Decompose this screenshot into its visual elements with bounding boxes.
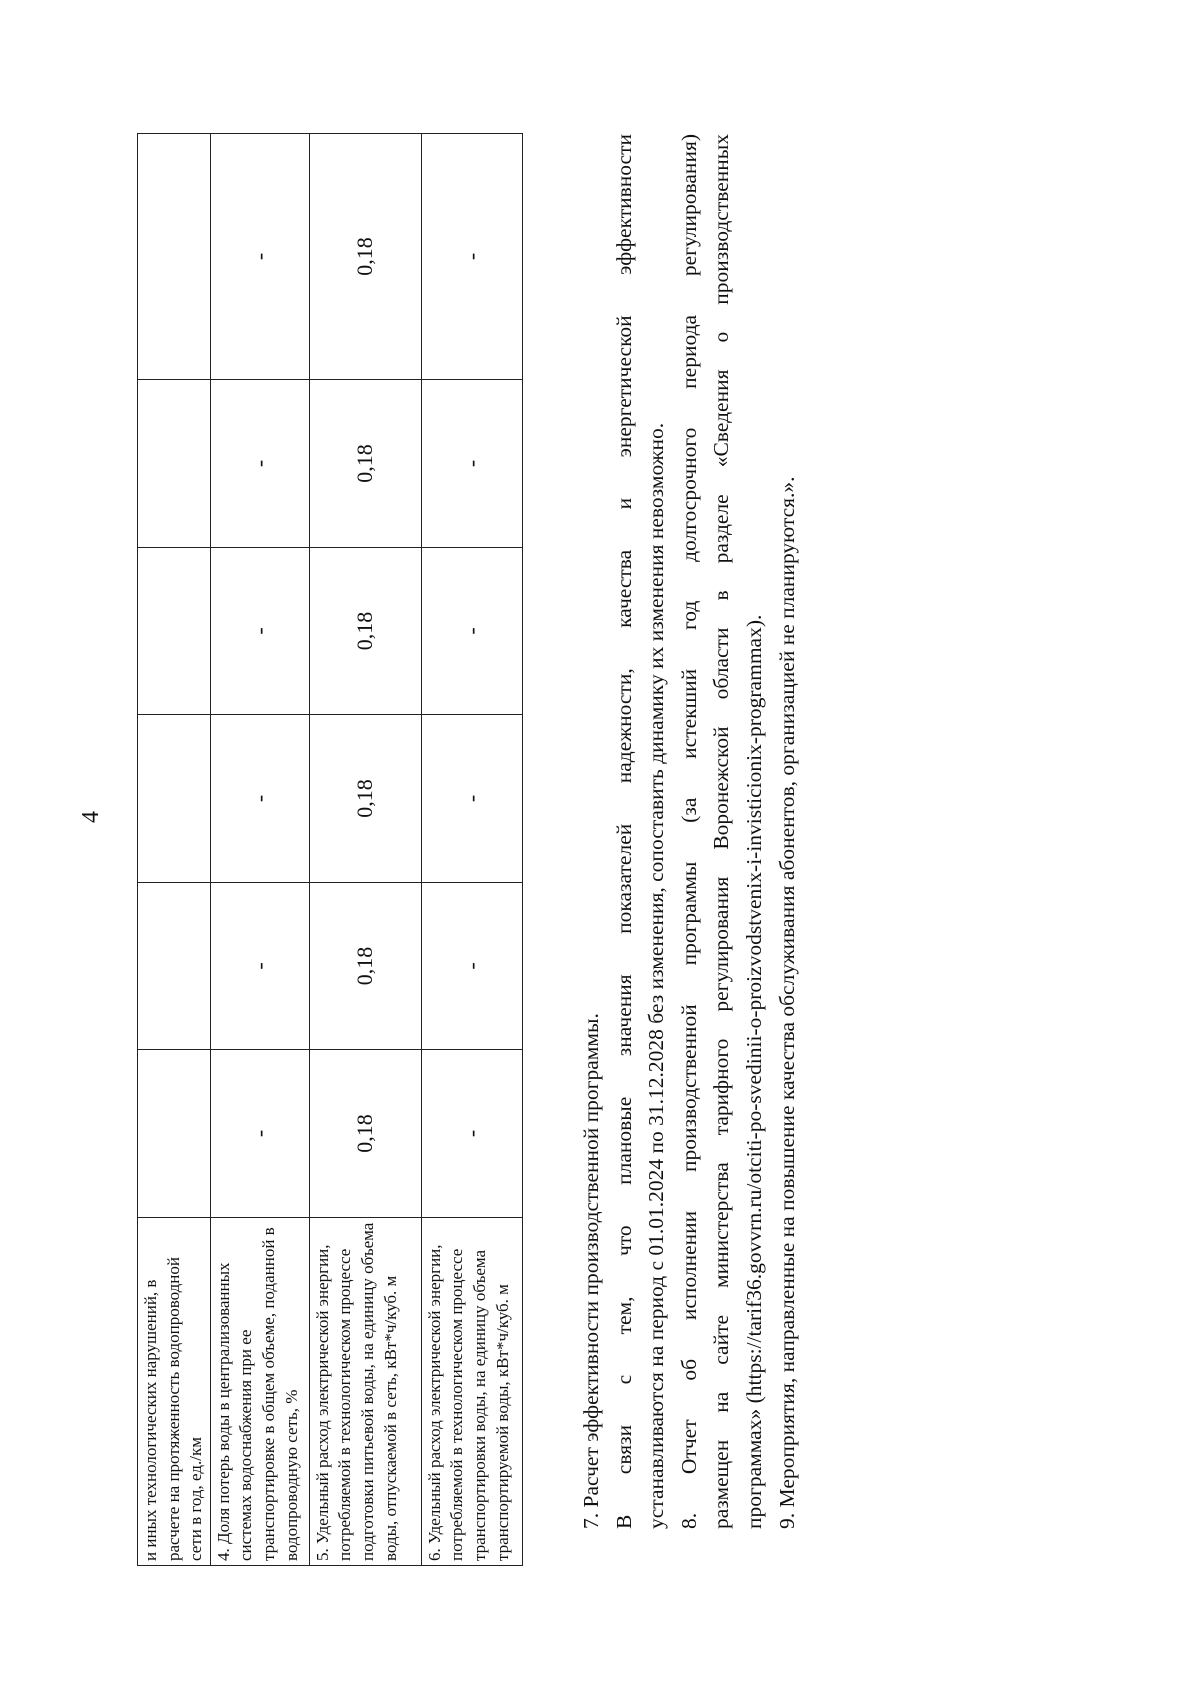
paragraph-line: программах» (https://tarif36.govvrn.ru/otciti-po-svedinii-o-proizvodstvenix-i-invisticionix-programmax). (741, 614, 766, 1529)
value-cell (138, 715, 211, 883)
table-row (309, 134, 421, 1566)
value-cell: 0,18 (309, 715, 421, 883)
value-cell: 0,18 (309, 548, 421, 715)
paragraph-7 (608, 134, 673, 1562)
value-cell: - (210, 1050, 309, 1218)
value-cell: - (421, 134, 522, 380)
paragraph-9: 9. Мероприятия, направленные на повышение качества обслуживания абонентов, организацией не планируются.». (774, 476, 799, 1529)
value-cell (138, 883, 211, 1050)
paragraph-line: устанавливаются на период с 01.01.2024 по 31.12.2028 без изменения, сопоставить динамику их изменения невозможно. (644, 422, 669, 1529)
value-cell: 0,18 (309, 380, 421, 548)
paragraph-line: 8. Отчет об исполнении производственной программы (за истекший год долгосрочного периода регулирования) (676, 134, 701, 1529)
value-cell: - (210, 134, 309, 380)
table-row (421, 134, 522, 1566)
value-cell (138, 380, 211, 548)
value-cell: - (210, 883, 309, 1050)
paragraph-line: размещен на сайте министерства тарифного регулирования Воронежской области в разделе «Сведения о производственных (709, 134, 734, 1529)
value-cell (138, 548, 211, 715)
value-cell (138, 1050, 211, 1218)
value-cell: - (421, 380, 522, 548)
value-cell: 0,18 (309, 1050, 421, 1218)
table-row (210, 134, 309, 1566)
body-text (575, 134, 803, 1562)
table-row (138, 134, 211, 1566)
indicator-label: 5. Удельный расход электрической энергии, потребляемой в технологическом процессе подготовки питьевой воды, на единицу объема воды, отпускаемой в сеть, кВт*ч/куб. м (309, 1218, 421, 1566)
paragraph-line: В связи с тем, что плановые значения показателей надежности, качества и энергетической эффективности (611, 134, 636, 1529)
value-cell: - (210, 380, 309, 548)
value-cell: 0,18 (309, 883, 421, 1050)
value-cell: - (421, 548, 522, 715)
page-number: 4 (78, 811, 104, 823)
value-cell (138, 134, 211, 380)
value-cell: - (421, 715, 522, 883)
indicators-table (137, 133, 523, 1566)
value-cell: - (421, 883, 522, 1050)
value-cell: 0,18 (309, 134, 421, 380)
section-7-heading: 7. Расчет эффективности производственной программы. (579, 1013, 603, 1529)
value-cell: - (421, 1050, 522, 1218)
value-cell: - (210, 715, 309, 883)
indicator-label: и иных технологических нарушений, в расчете на протяженность водопроводной сети в год, ед./км (138, 1218, 211, 1566)
indicator-label: 6. Удельный расход электрической энергии, потребляемой в технологическом процессе транспортировки воды, на единицу объема транспортируемой воды, кВт*ч/куб. м (421, 1218, 522, 1566)
paragraph-8 (673, 134, 771, 1562)
indicator-label: 4. Доля потерь воды в централизованных системах водоснабжения при ее транспортировке в общем объеме, поданной в водопроводную сеть, % (210, 1218, 309, 1566)
value-cell: - (210, 548, 309, 715)
